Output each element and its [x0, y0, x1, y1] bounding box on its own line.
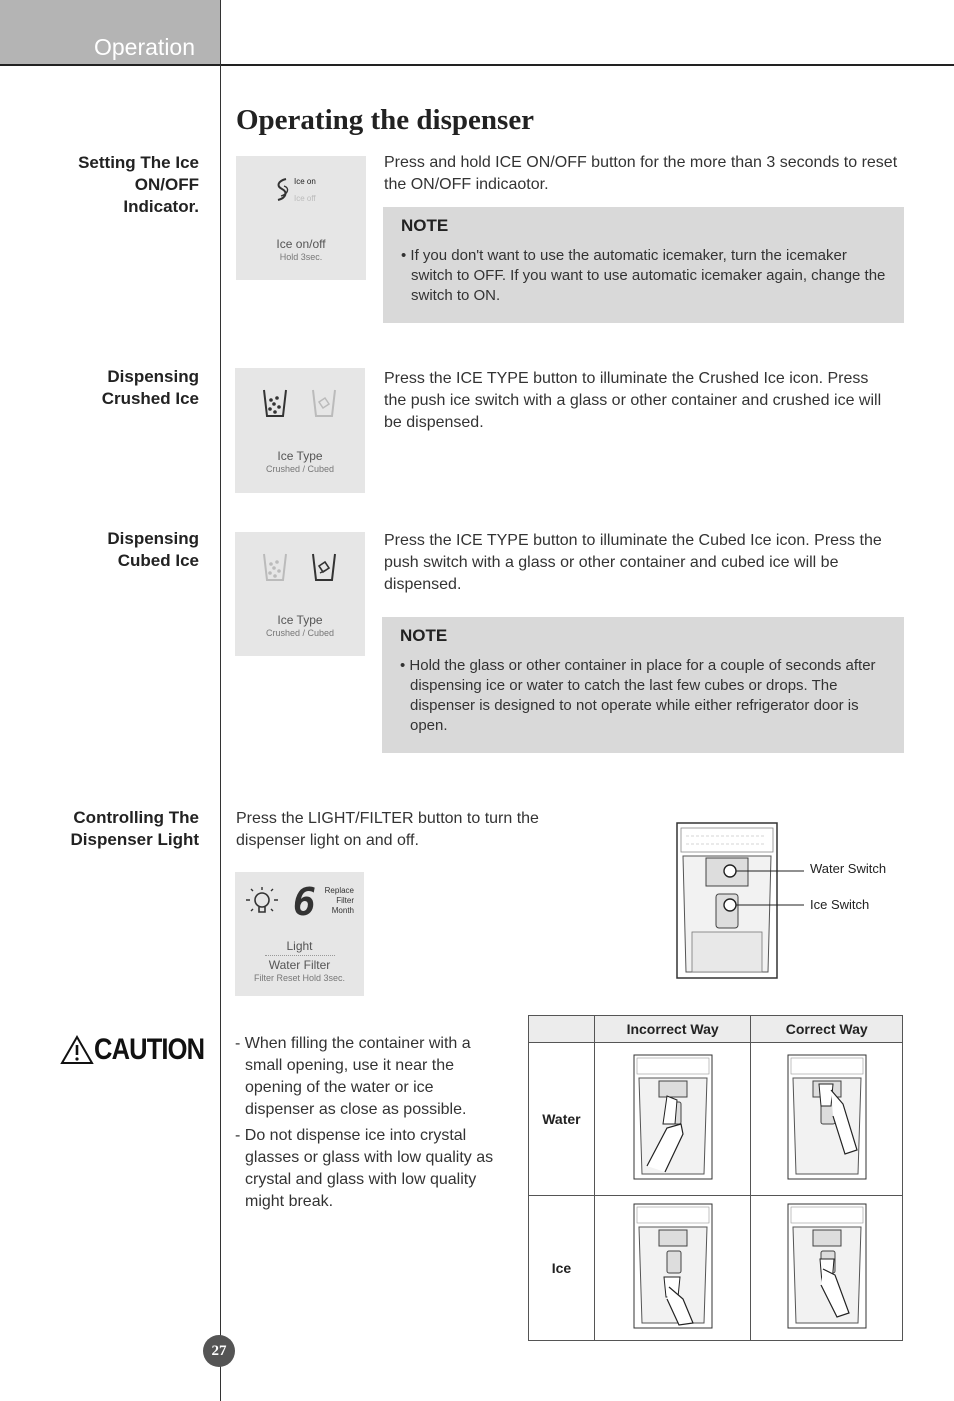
light-bulb-icon	[244, 884, 280, 920]
caution-item: - When filling the container with a small opening, use it near the opening of the water or ice dispenser as close as possible.	[235, 1035, 471, 1118]
cubed-panel	[235, 532, 365, 656]
cubed-ice-icon	[311, 552, 337, 582]
side-label-light: Controlling The Dispenser Light	[70, 808, 199, 849]
side-label-ice-onoff: Setting The Ice ON/OFF Indicator.	[78, 153, 199, 216]
crushed-panel	[235, 368, 365, 493]
ice-correct-illustration	[787, 1203, 867, 1329]
ice-off-status: Ice off	[294, 194, 316, 203]
warning-triangle-icon	[60, 1035, 94, 1065]
table-header-correct: Correct Way	[751, 1016, 903, 1043]
note-text: • If you don't want to use the automatic icemaker, turn the icemaker switch to OFF. If you want to use automatic icemaker again, change the switch to ON.	[401, 247, 886, 304]
water-correct-cell	[751, 1043, 903, 1196]
table-header-incorrect: Incorrect Way	[594, 1016, 751, 1043]
water-incorrect-cell	[594, 1043, 751, 1196]
note-box-dispensing	[382, 617, 904, 753]
table-header-empty	[529, 1016, 595, 1043]
ice-type-sub: Crushed / Cubed	[265, 464, 335, 474]
table-row-label-ice: Ice	[529, 1196, 595, 1341]
note-text: • Hold the glass or other container in place for a couple of seconds after dispensing ice or water to catch the last few cubes or drops. The dispenser is designed to not operate while either refrigerator door is open.	[400, 657, 876, 734]
caution-item: - Do not dispense ice into crystal glasses or glass with low quality as crystal and glass with low quality might break.	[235, 1127, 494, 1210]
water-incorrect-illustration	[633, 1054, 713, 1180]
ice-incorrect-cell	[594, 1196, 751, 1341]
light-text: Press the LIGHT/FILTER button to turn the dispenser light on and off.	[236, 810, 539, 849]
cubed-text: Press the ICE TYPE button to illuminate the Cubed Ice icon. Press the push switch with a glass or other container and cubed ice will be dispensed.	[384, 532, 882, 593]
light-filter-panel	[235, 872, 364, 996]
callout-lines	[720, 860, 810, 916]
ice-type-label: Ice Type	[277, 449, 323, 463]
note-title: NOTE	[401, 216, 449, 235]
ice-correct-cell	[751, 1196, 903, 1341]
ice-type-sub: Crushed / Cubed	[265, 628, 335, 638]
comparison-table	[528, 1015, 903, 1341]
crushed-text: Press the ICE TYPE button to illuminate the Crushed Ice icon. Press the push ice switch with a glass or other container and crushed ice will be dispensed.	[384, 370, 882, 431]
ice-switch-label: Ice Switch	[810, 897, 870, 912]
ice-type-label: Ice Type	[277, 613, 323, 627]
crushed-ice-icon	[262, 552, 288, 582]
table-row-label-water: Water	[529, 1043, 595, 1196]
side-label-cubed: Dispensing Cubed Ice	[107, 529, 199, 570]
section-tab	[0, 0, 221, 65]
section-title: Operation	[94, 34, 196, 60]
ice-on-status: Ice on	[294, 177, 316, 186]
ice-incorrect-illustration	[633, 1203, 713, 1329]
filter-reset-label: Filter Reset Hold 3sec.	[253, 973, 346, 983]
note-box-icemaker	[383, 207, 904, 323]
ice-onoff-text: Press and hold ICE ON/OFF button for the more than 3 seconds to reset the ON/OFF indicaotor.	[384, 154, 898, 193]
panel-divider	[265, 955, 335, 956]
caution-heading	[60, 1033, 224, 1067]
page-title: Operating the dispenser	[236, 104, 535, 136]
caution-list	[235, 1033, 495, 1217]
water-correct-illustration	[787, 1054, 867, 1180]
ice-onoff-panel	[236, 156, 366, 280]
water-switch-label: Water Switch	[810, 861, 887, 876]
caution-title: CAUTION	[94, 1033, 205, 1066]
note-title: NOTE	[400, 626, 448, 645]
ice-onoff-icon	[272, 176, 294, 206]
column-divider	[220, 0, 221, 1401]
cubed-ice-icon	[311, 388, 337, 418]
ice-onoff-button-label: Ice on/off	[276, 237, 326, 251]
filter-month-digit: 6	[293, 880, 316, 924]
water-filter-label: Water Filter	[268, 958, 331, 972]
light-label: Light	[286, 939, 313, 953]
side-label-crushed: Dispensing Crushed Ice	[101, 367, 199, 408]
header-divider	[0, 64, 954, 66]
crushed-ice-icon	[262, 388, 288, 418]
page-number: 27	[203, 1335, 235, 1367]
ice-onoff-hold-label: Hold 3sec.	[279, 252, 323, 262]
replace-filter-label: Replace Filter Month	[324, 886, 354, 915]
